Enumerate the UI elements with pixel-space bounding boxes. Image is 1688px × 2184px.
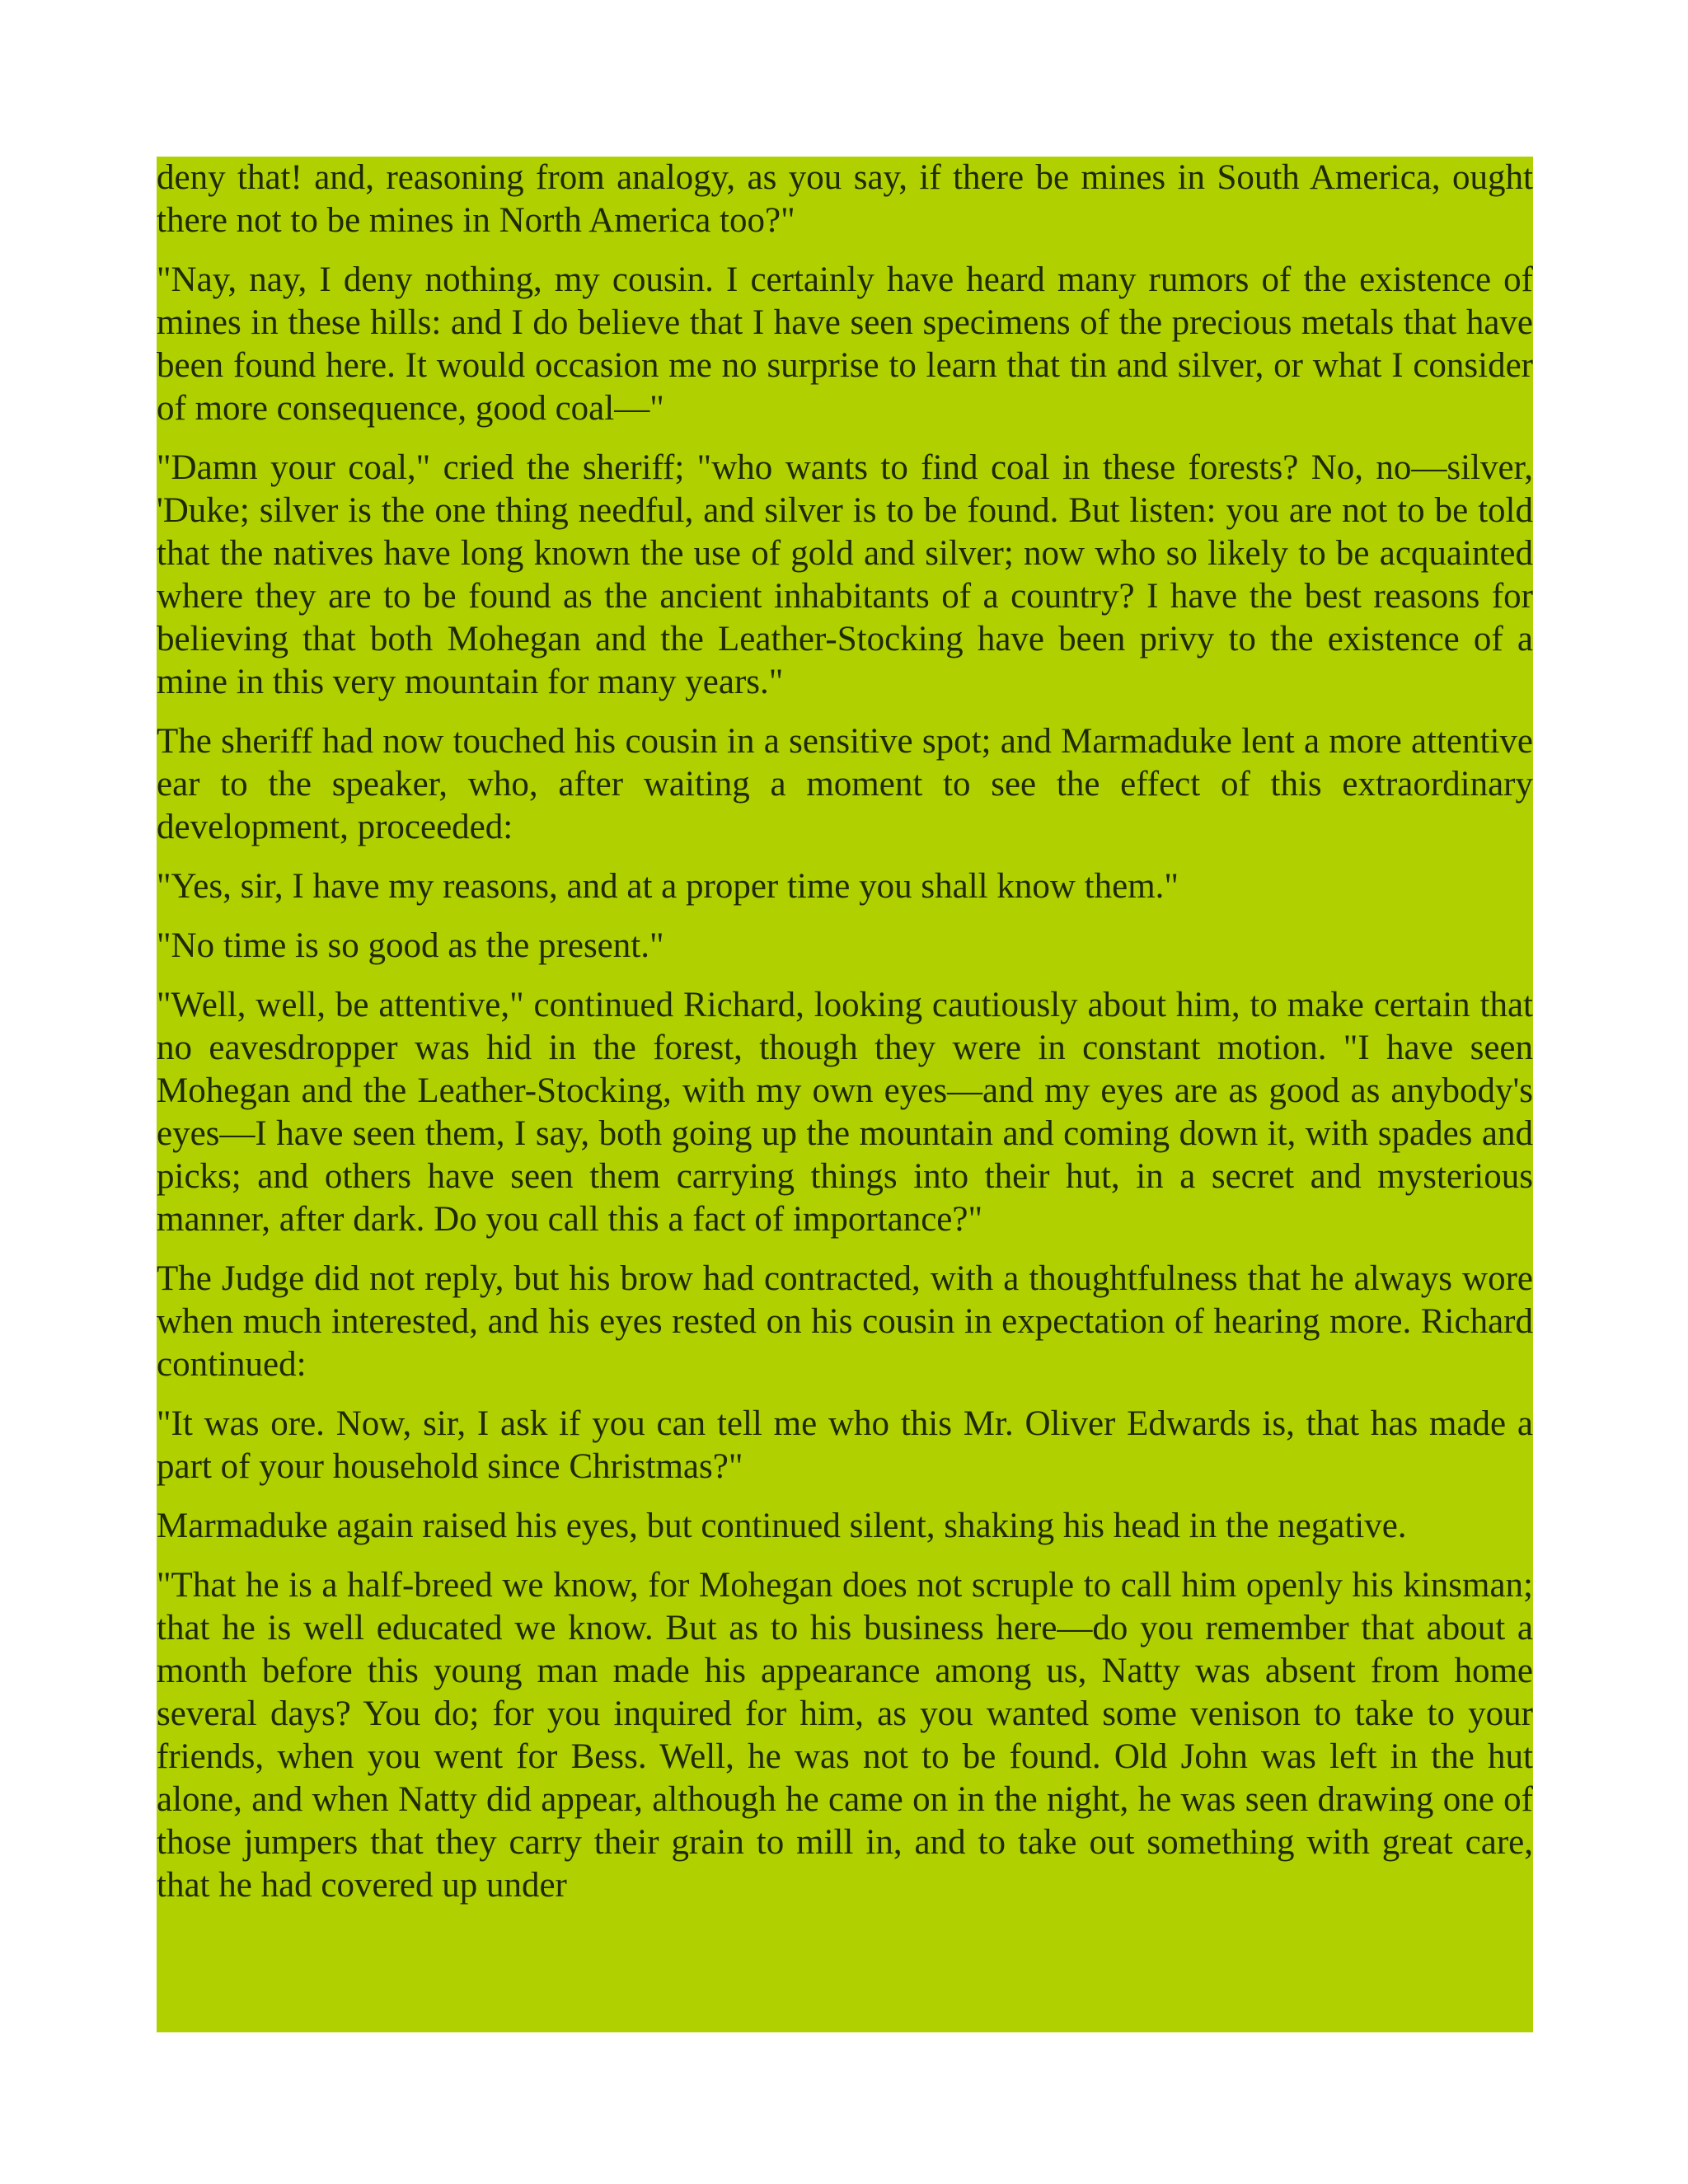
paragraph-7: "Well, well, be attentive," continued Richard, looking cautiously about him, to make certain that no eavesdropper was hid in the forest, though they were in constant motion. "I have seen Mohegan and the Leather-Stocking, with my own eyes—and my eyes are as good as anybody's eyes—I have seen them, I say, both going up the mountain and coming down it, with spades and picks; and others have seen them carrying things into their hut, in a secret and mysterious manner, after dark. Do you call this a fact of importance?" bbox=[157, 986, 1533, 1239]
paragraph-6: "No time is so good as the present." bbox=[157, 926, 664, 965]
paragraph-11: "That he is a half-breed we know, for Mohegan does not scruple to call him openly his kinsman; that he is well educated we know. But as to his business here—do you remember that about a month before this young man made his appearance among us, Natty was absent from home several days? You do; for you inquired for him, as you wanted some venison to take to your friends, when you went for Bess. Well, he was not to be found. Old John was left in the hut alone, and when Natty did appear, although he came on in the night, he was seen drawing one of those jumpers that they carry their grain to mill in, and to take out something with great care, that he had covered up under bbox=[157, 1566, 1533, 1905]
highlighted-text-region bbox=[157, 157, 1533, 2032]
paragraph-3: "Damn your coal," cried the sheriff; "who wants to find coal in these forests? No, no—silver, 'Duke; silver is the one thing needful, and silver is to be found. But listen: you are not to be told that the natives have long known the use of gold and silver; now who so likely to be acquainted where they are to be found as the ancient inhabitants of a country? I have the best reasons for believing that both Mohegan and the Leather-Stocking have been privy to the existence of a mine in this very mountain for many years." bbox=[157, 448, 1533, 701]
paragraph-1: deny that! and, reasoning from analogy, as you say, if there be mines in South America, ought there not to be mines in North America too?" bbox=[157, 158, 1533, 240]
paragraph-10: Marmaduke again raised his eyes, but continued silent, shaking his head in the negative. bbox=[157, 1507, 1407, 1545]
paragraph-2: "Nay, nay, I deny nothing, my cousin. I certainly have heard many rumors of the existence of mines in these hills: and I do believe that I have seen specimens of the precious metals that have been found here. It would occasion me no surprise to learn that tin and silver, or what I consider of more consequence, good coal—" bbox=[157, 260, 1533, 428]
paragraph-8: The Judge did not reply, but his brow had contracted, with a thoughtfulness that he always wore when much interested, and his eyes rested on his cousin in expectation of hearing more. Richard continued: bbox=[157, 1259, 1533, 1384]
paragraph-9: "It was ore. Now, sir, I ask if you can tell me who this Mr. Oliver Edwards is, that has made a part of your household since Christmas?" bbox=[157, 1404, 1533, 1486]
paragraph-4: The sheriff had now touched his cousin in a sensitive spot; and Marmaduke lent a more attentive ear to the speaker, who, after waiting a moment to see the effect of this extraordinary development, proceeded: bbox=[157, 722, 1533, 846]
paragraph-5: "Yes, sir, I have my reasons, and at a proper time you shall know them." bbox=[157, 867, 1179, 906]
